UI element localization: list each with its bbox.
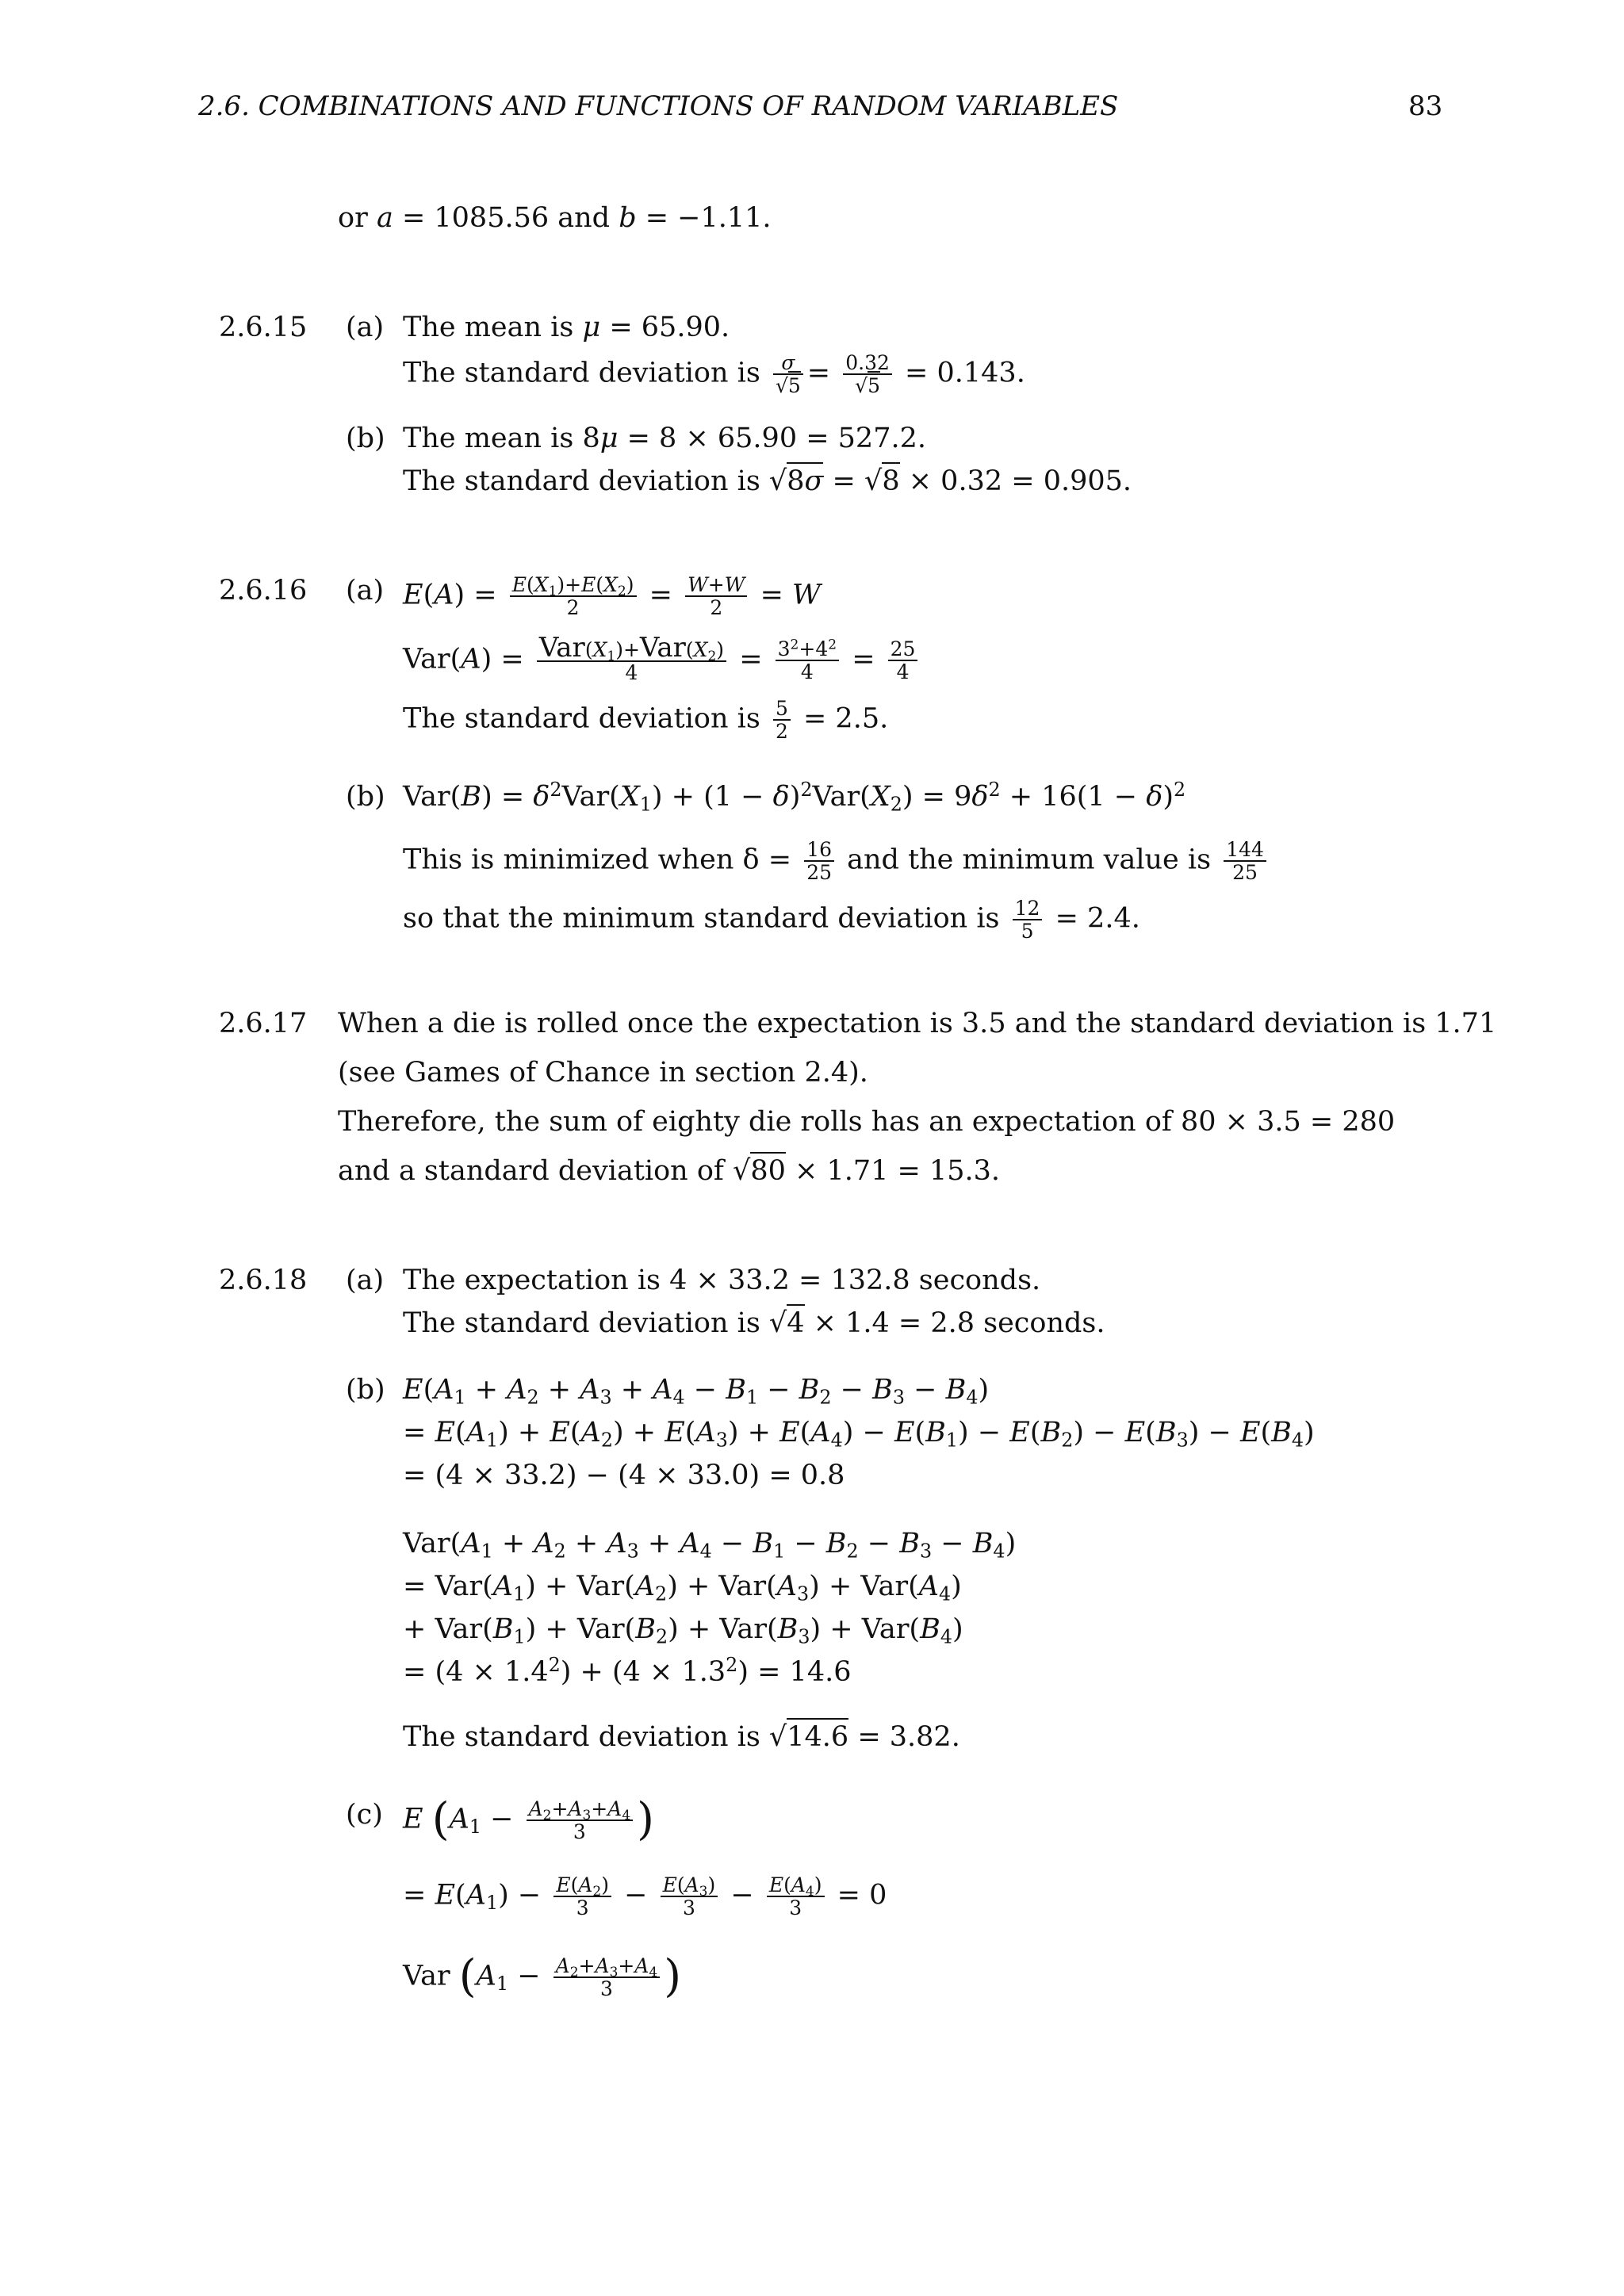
part-label: (c) <box>346 1799 383 1831</box>
part-label: (a) <box>346 1265 385 1296</box>
problem-number: 2.6.18 <box>219 1265 308 1296</box>
part-label: (b) <box>346 781 385 813</box>
expectation-equation: = $E(A_1)$ − $\frac{E(A_2)}{3}$ − $\frac{E(A_3)}{3}$ − $\frac{E(A_4)}{3}$ = 0 <box>403 1873 887 1919</box>
expectation-equation: = $E(A_1) + E(A_2) + E(A_3) + E(A_4) - E(B_1) - E(B_2) - E(B_3) - E(B_4)$ <box>403 1417 1315 1452</box>
problem-number: 2.6.16 <box>219 575 308 607</box>
part-label: (b) <box>346 1374 385 1406</box>
part-label: (a) <box>346 575 385 607</box>
page-number: 83 <box>1408 90 1443 122</box>
part-label: (b) <box>346 423 385 454</box>
expectation-equation: E ($A_1$ − $\frac{A_2+A_3+A_4}{3}$ ) <box>403 1793 654 1846</box>
sd-statement: The standard deviation is √4 × 1.4 = 2.8 seconds. <box>403 1307 1105 1340</box>
variance-equation: + $Var(B_1) + Var(B_2) + Var(B_3) + Var(B_4)$ <box>403 1613 963 1648</box>
paragraph-line: Therefore, the sum of eighty die rolls has an expectation of 80 × 3.5 = 280 <box>338 1106 1396 1138</box>
paragraph-line: When a die is rolled once the expectation is 3.5 and the standard deviation is 1.71 <box>338 1008 1497 1039</box>
mean-statement: The mean is 8μ = 8 × 65.90 = 527.2. <box>403 423 926 454</box>
sd-statement: so that the minimum standard deviation is $\frac{12}{5}$ = 2.4. <box>403 897 1140 943</box>
sd-statement: The standard deviation is √14.6 = 3.82. <box>403 1720 960 1754</box>
variance-equation: $Var(B) = \delta^2Var(X_1) + (1 - \delta)^2Var(X_2) = 9\delta^2 + 16(1 - \delta)^2$ <box>403 779 1186 816</box>
problem-number: 2.6.15 <box>219 312 308 343</box>
expectation-statement: The expectation is 4 × 33.2 = 132.8 seconds. <box>403 1265 1041 1296</box>
sd-statement: The standard deviation is $\frac{5}{2}$ = 2.5. <box>403 697 889 743</box>
paragraph-line: (see Games of Chance in section 2.4). <box>338 1057 868 1089</box>
variance-equation: Var ($A_1$ − $\frac{A_2+A_3+A_4}{3}$ ) <box>403 1950 682 2003</box>
sd-statement: The standard deviation is √8σ = √8 × 0.32 = 0.905. <box>403 465 1132 498</box>
expectation-equation: $E(A_1 + A_2 + A_3 + A_4 - B_1 - B_2 - B_3 - B_4)$ <box>403 1374 990 1409</box>
variance-equation: Var(A) = $Var(X_1)+Var(X_2)$ 4 = $\frac{3^2+4^2}{4}$ = $\frac{25}{4}$ <box>403 637 921 683</box>
sd-statement: The standard deviation is $\frac{\sigma}{√5}$ = $\frac{0.32}{√5}$ = 0.143. <box>403 351 1025 397</box>
expectation-equation: E(A) = $\frac{E(X_1)+E(X_2)}{2}$ = $\frac{W+W}{2}$ = W <box>403 573 822 619</box>
minimization-statement: This is minimized when δ = $\frac{16}{25}$ and the minimum value is $\frac{144}{25}$ <box>403 839 1270 883</box>
variance-equation: $Var(A_1 + A_2 + A_3 + A_4 - B_1 - B_2 - B_3 - B_4)$ <box>403 1528 1017 1563</box>
expectation-equation: = (4 × 33.2) − (4 × 33.0) = 0.8 <box>403 1460 845 1491</box>
part-label: (a) <box>346 312 385 343</box>
variance-equation: = $Var(A_1) + Var(A_2) + Var(A_3) + Var(A_4)$ <box>403 1571 962 1605</box>
paragraph-line: and a standard deviation of √80 × 1.71 = 15.3. <box>338 1154 1000 1188</box>
mean-statement: The mean is μ = 65.90. <box>403 312 730 343</box>
carryover-result: or a = 1085.56 and b = −1.11. <box>338 202 772 234</box>
running-title: 2.6. COMBINATIONS AND FUNCTIONS OF RANDOM VARIABLES <box>198 90 1119 122</box>
variance-equation: = $(4 \times 1.4^2) + (4 \times 1.3^2) = 14.6$ <box>403 1654 852 1688</box>
problem-number: 2.6.17 <box>219 1008 308 1039</box>
